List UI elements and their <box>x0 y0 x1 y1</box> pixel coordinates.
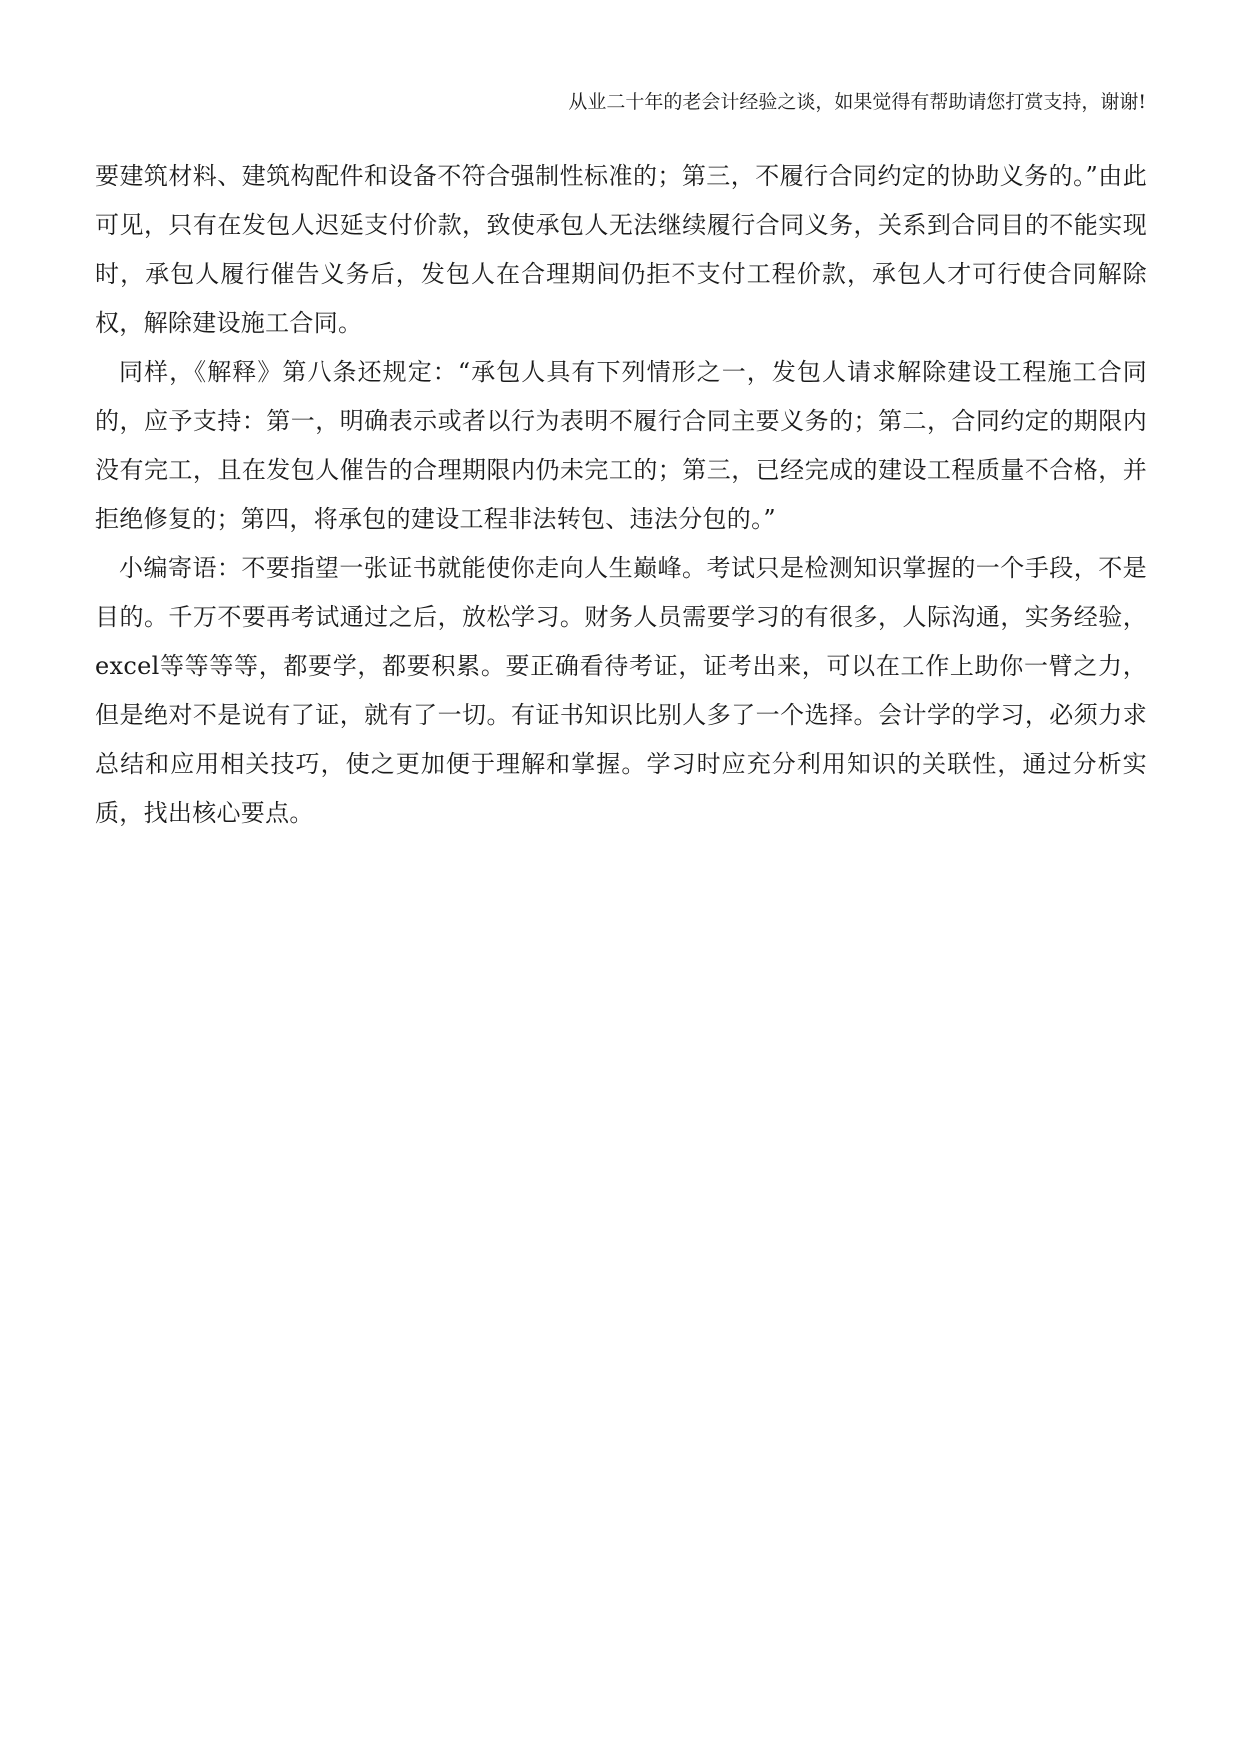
paragraph-editor-note: 小编寄语：不要指望一张证书就能使你走向人生巅峰。考试只是检测知识掌握的一个手段，不是目的。千万不要再考试通过之后，放松学习。财务人员需要学习的有很多，人际沟通，实务经验，excel等等等等，都要学，都要积累。要正确看待考证，证考出来，可以在工作上助你一臂之力，但是绝对不是说有了证，就有了一切。有证书知识比别人多了一个选择。会计学的学习，必须力求总结和应用相关技巧，使之更加便于理解和掌握。学习时应充分利用知识的关联性，通过分析实质，找出核心要点。 <box>95 554 1147 827</box>
header-note: 从业二十年的老会计经验之谈，如果觉得有帮助请您打赏支持，谢谢! <box>568 91 1146 113</box>
paragraph-interpretation-article-8: 同样，《解释》第八条还规定：“承包人具有下列情形之一，发包人请求解除建设工程施工合同的，应予支持：第一，明确表示或者以行为表明不履行合同主要义务的；第二，合同约定的期限内没有完工，且在发包人催告的合理期限内仍未完工的；第三，已经完成的建设工程质量不合格，并拒绝修复的；第四，将承包的建设工程非法转包、违法分包的。” <box>95 358 1147 533</box>
document-body <box>95 152 1147 838</box>
paragraph-continuation: 要建筑材料、建筑构配件和设备不符合强制性标准的；第三，不履行合同约定的协助义务的。”由此可见，只有在发包人迟延支付价款，致使承包人无法继续履行合同义务，关系到合同目的不能实现时，承包人履行催告义务后，发包人在合理期间仍拒不支付工程价款，承包人才可行使合同解除权，解除建设施工合同。 <box>95 162 1147 337</box>
